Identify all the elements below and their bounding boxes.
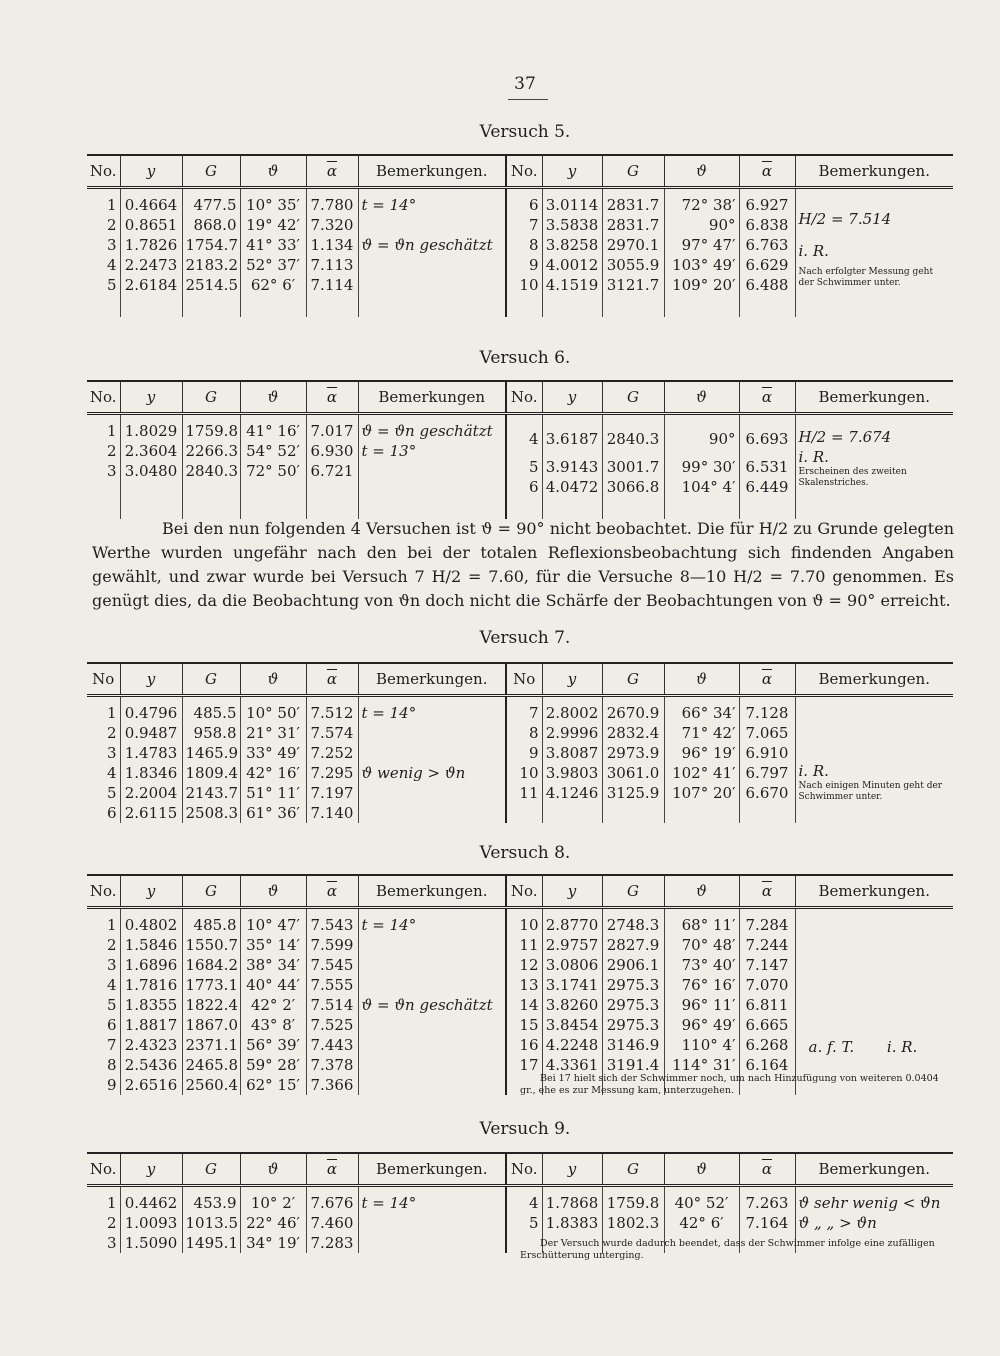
v5-table [87,154,953,317]
col-no: No. [506,1153,542,1186]
col-alpha: $\overline{\alpha}$ [739,155,795,188]
remarks-cell [358,1186,506,1254]
col-theta: ϑ [664,381,739,414]
theta-cell: 68° 11′ 70° 48′ 73° 40′ 76° 16′ 96° 11′ 96° 49′ 110° 4′ 114° 31′ [664,908,739,1096]
remark: t = 14° [361,1194,417,1212]
y-cell: 0.4802 1.5846 1.6896 1.7816 1.8355 1.8817 2.4323 2.5436 2.6516 [120,908,182,1096]
col-remarks: Bemerkungen. [358,663,506,696]
theta-cell: 90° 99° 30′ 104° 4′ [664,414,739,520]
col-y: y [542,875,602,908]
col-theta: ϑ [664,875,739,908]
v6-table [87,380,953,519]
alpha-cell: 7.128 7.065 6.910 6.797 6.670 [739,696,795,824]
G-cell: 2748.3 2827.9 2906.1 2975.3 2975.3 2975.3 3146.9 3191.4 [602,908,664,1096]
col-G: G [602,381,664,414]
remark: i. R. [798,448,829,466]
remark: i. R. [798,242,829,260]
col-no: No. [87,875,120,908]
col-G: G [602,155,664,188]
col-alpha: $\overline{\alpha}$ [306,875,358,908]
alpha-cell: 6.927 6.838 6.763 6.629 6.488 [739,188,795,318]
no-cell: 6 7 8 9 10 [506,188,542,318]
v5-header-row [87,155,953,188]
col-remarks: Bemerkungen. [358,155,506,188]
no-cell: 7 8 9 10 11 [506,696,542,824]
col-G: G [182,1153,240,1186]
page-number: 37 [514,74,536,94]
no-cell: 4 5 6 [506,414,542,520]
remark-note: Nach einigen Minuten geht der Schwimmer unter. [798,781,943,802]
col-G: G [602,875,664,908]
remark: ϑ wenig > ϑn [361,764,466,782]
G-cell: 485.5 958.8 1465.9 1809.4 2143.7 2508.3 [182,696,240,824]
table-row [87,414,953,520]
y-cell: 0.4796 0.9487 1.4783 1.8346 2.2004 2.6115 [120,696,182,824]
theta-cell: 72° 38′ 90° 97° 47′ 103° 49′ 109° 20′ [664,188,739,318]
remark: ϑ = ϑn geschätzt [361,422,493,440]
col-alpha: $\overline{\alpha}$ [306,1153,358,1186]
theta-cell: 40° 52′ 42° 6′ [664,1186,739,1254]
col-G: G [182,155,240,188]
col-y: y [542,155,602,188]
remark-h2: H/2 = 7.514 [798,210,892,228]
table-row [87,696,953,824]
v5-title: Versuch 5. [479,122,571,142]
v9-footnote: Der Versuch wurde dadurch beendet, dass der Schwimmer infolge eine zufälligen Erschütterung unterging. [520,1238,935,1261]
no-cell: 4 5 [506,1186,542,1254]
paragraph-text: Bei den nun folgenden 4 Versuchen ist ϑ = 90° nicht beobachtet. Die für H/2 zu Grunde gelegten Werthe wurden ungefähr nach den bei der totalen Reflexionsbeobachtung sich findenden Angaben gewählt, und zwar wurde bei Versuch 7 H/2 = 7.60, für die Versuche 8—10 H/2 = 7.70 genommen. Es genügt dies, da die Beobachtung von ϑn doch nicht die Schärfe der Beobachtungen von ϑ = 90° erreicht. [92,519,954,610]
v7-table [87,662,953,823]
remarks-cell [358,414,506,520]
col-no: No. [87,1153,120,1186]
col-remarks: Bemerkungen. [795,875,953,908]
v7-title: Versuch 7. [479,628,571,648]
G-cell: 2670.9 2832.4 2973.9 3061.0 3125.9 [602,696,664,824]
remarks-cell [795,908,953,1096]
col-theta: ϑ [240,381,306,414]
alpha-cell: 6.693 6.531 6.449 [739,414,795,520]
G-cell: 1759.8 2266.3 2840.3 [182,414,240,520]
col-no: No. [87,155,120,188]
theta-cell: 41° 16′ 54° 52′ 72° 50′ [240,414,306,520]
remark: i. R. [798,762,829,780]
y-cell: 0.4664 0.8651 1.7826 2.2473 2.6184 [120,188,182,318]
col-y: y [542,1153,602,1186]
theta-cell: 10° 2′ 22° 46′ 34° 19′ [240,1186,306,1254]
page-number-rule [508,99,548,100]
col-theta: ϑ [664,1153,739,1186]
no-cell: 1 2 3 4 5 6 [106,704,117,822]
col-no: No. [87,381,120,414]
remarks-cell [358,696,506,824]
remark: t = 14° [361,704,417,722]
remark-note: Erscheinen des zweiten Skalenstriches. [798,467,907,488]
theta-cell: 10° 47′ 35° 14′ 38° 34′ 40° 44′ 42° 2′ 43° 8′ 56° 39′ 59° 28′ 62° 15′ [240,908,306,1096]
col-y: y [120,875,182,908]
col-remarks: Bemerkungen. [795,381,953,414]
col-theta: ϑ [664,663,739,696]
col-remarks: Bemerkungen. [795,663,953,696]
y-cell: 1.7868 1.8383 [542,1186,602,1254]
remarks-cell [795,696,953,824]
v6-title: Versuch 6. [479,348,571,368]
col-remarks: Bemerkungen [358,381,506,414]
col-y: y [542,663,602,696]
G-cell: 2840.3 3001.7 3066.8 [602,414,664,520]
alpha-cell: 7.017 6.930 6.721 [306,414,358,520]
alpha-cell: 7.284 7.244 7.147 7.070 6.811 6.665 6.268 6.164 [739,908,795,1096]
col-no: No. [506,381,542,414]
y-cell: 2.8002 2.9996 3.8087 3.9803 4.1246 [542,696,602,824]
remark: t = 14° [361,196,417,214]
remarks-cell [358,908,506,1096]
alpha-cell: 7.676 7.460 7.283 [306,1186,358,1254]
col-G: G [182,663,240,696]
col-y: y [542,381,602,414]
col-theta: ϑ [664,155,739,188]
col-no: No. [506,155,542,188]
remark: ϑ = ϑn geschätzt [361,236,493,254]
v8-footnote: Bei 17 hielt sich der Schwimmer noch, um nach Hinzufügung von weiteren 0.0404 gr., ehe es zur Messung kam, unterzugehen. [520,1073,939,1096]
y-cell: 0.4462 1.0093 1.5090 [120,1186,182,1254]
remark: ϑ sehr wenig < ϑn [798,1194,941,1212]
y-cell: 3.0114 3.5838 3.8258 4.0012 4.1519 [542,188,602,318]
G-cell: 485.8 1550.7 1684.2 1773.1 1822.4 1867.0 2371.1 2465.8 2560.4 [182,908,240,1096]
col-remarks: Bemerkungen. [795,155,953,188]
col-alpha: $\overline{\alpha}$ [306,381,358,414]
v6-header-row [87,381,953,414]
remark: t = 14° [361,916,417,934]
y-cell: 1.8029 2.3604 3.0480 [120,414,182,520]
v8-table [87,874,953,1095]
col-G: G [182,875,240,908]
col-remarks: Bemerkungen. [795,1153,953,1186]
col-remarks: Bemerkungen. [358,1153,506,1186]
col-alpha: $\overline{\alpha}$ [739,875,795,908]
no-cell: 1 2 3 4 5 6 7 8 9 [106,916,117,1094]
remark: ϑ = ϑn geschätzt [361,996,493,1014]
remarks-cell [358,188,506,318]
no-cell: 1 2 3 [106,1194,117,1252]
col-no: No [506,663,542,696]
v7-header-row [87,663,953,696]
remark: i. R. [886,1038,918,1056]
col-theta: ϑ [240,155,306,188]
remarks-cell [795,188,953,318]
col-y: y [120,1153,182,1186]
G-cell: 2831.7 2831.7 2970.1 3055.9 3121.7 [602,188,664,318]
no-cell: 10 11 12 13 14 15 16 17 [506,908,542,1096]
col-no: No [87,663,120,696]
table-row [87,908,953,1096]
col-theta: ϑ [240,663,306,696]
v8-header-row [87,875,953,908]
col-theta: ϑ [240,875,306,908]
G-cell: 477.5 868.0 1754.7 2183.2 2514.5 [182,188,240,318]
alpha-cell: 7.263 7.164 [739,1186,795,1254]
col-remarks: Bemerkungen. [358,875,506,908]
G-cell: 1759.8 1802.3 [602,1186,664,1254]
no-cell: 1 2 3 [106,422,117,480]
remark: a. f. T. [808,1038,855,1056]
col-theta: ϑ [240,1153,306,1186]
theta-cell: 66° 34′ 71° 42′ 96° 19′ 102° 41′ 107° 20′ [664,696,739,824]
no-cell: 1 2 3 4 5 [106,196,117,294]
col-y: y [120,155,182,188]
col-G: G [602,1153,664,1186]
y-cell: 3.6187 3.9143 4.0472 [542,414,602,520]
G-cell: 453.9 1013.5 1495.1 [182,1186,240,1254]
col-alpha: $\overline{\alpha}$ [739,381,795,414]
col-alpha: $\overline{\alpha}$ [739,663,795,696]
col-G: G [602,663,664,696]
alpha-cell: 7.543 7.599 7.545 7.555 7.514 7.525 7.443 7.378 7.366 [306,908,358,1096]
col-alpha: $\overline{\alpha}$ [306,155,358,188]
y-cell: 2.8770 2.9757 3.0806 3.1741 3.8260 3.8454 4.2248 4.3361 [542,908,602,1096]
alpha-cell: 7.780 7.320 1.134 7.113 7.114 [306,188,358,318]
table-row [87,188,953,318]
col-alpha: $\overline{\alpha}$ [739,1153,795,1186]
col-G: G [182,381,240,414]
remarks-cell [795,414,953,520]
remark-note: Nach erfolgter Messung geht der Schwimmer unter. [798,267,934,288]
v8-title: Versuch 8. [479,843,571,863]
col-alpha: $\overline{\alpha}$ [306,663,358,696]
col-no: No. [506,875,542,908]
v9-title: Versuch 9. [479,1119,571,1139]
alpha-cell: 7.512 7.574 7.252 7.295 7.197 7.140 [306,696,358,824]
theta-cell: 10° 35′ 19° 42′ 41° 33′ 52° 37′ 62° 6′ [240,188,306,318]
theta-cell: 10° 50′ 21° 31′ 33° 49′ 42° 16′ 51° 11′ 61° 36′ [240,696,306,824]
remark: t = 13° [361,442,417,460]
col-y: y [120,663,182,696]
col-y: y [120,381,182,414]
remark-line [799,1037,951,1057]
body-paragraph [92,517,954,613]
remark-h2: H/2 = 7.674 [798,428,892,446]
v9-header-row [87,1153,953,1186]
remark: ϑ „ „ > ϑn [798,1214,877,1232]
